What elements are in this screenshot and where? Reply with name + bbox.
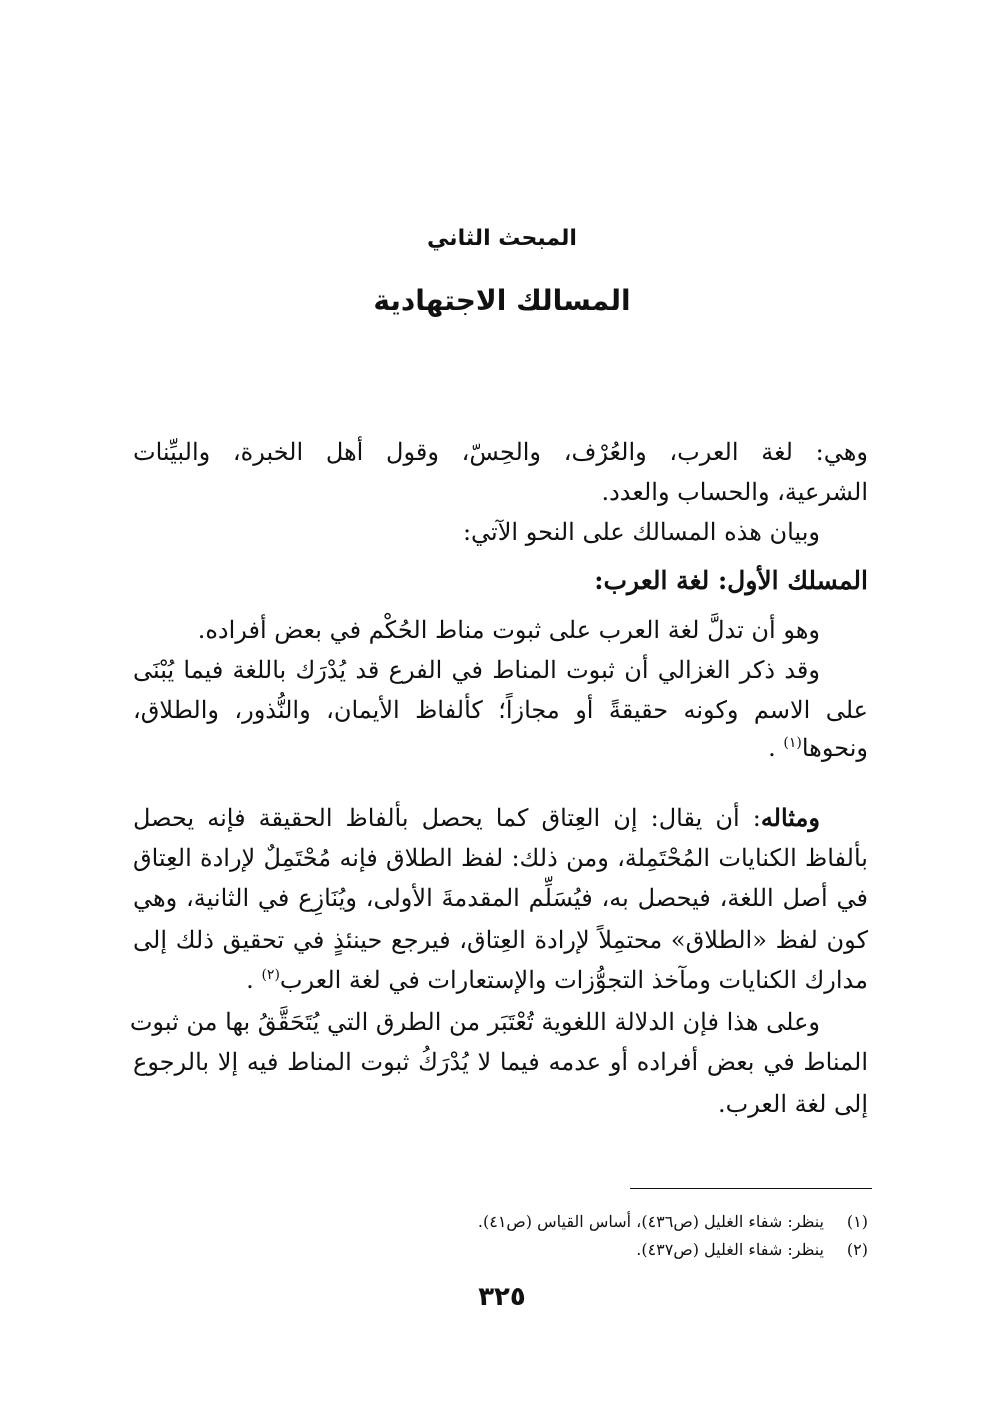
- footnote-number: (١): [846, 1212, 868, 1231]
- paragraph-line: وقد ذكر الغزالي أن ثبوت المناط في الفرع قد يُدْرَك باللغة فيما يُبْنَى: [133, 656, 820, 684]
- footnote-ref[interactable]: (٢): [261, 967, 280, 983]
- example-label: ومثاله: [760, 803, 820, 832]
- paragraph-line: [133, 728, 868, 768]
- line-end: .: [768, 734, 784, 762]
- footnote-number: (٢): [846, 1240, 868, 1259]
- paragraph-line: في أصل اللغة، فيحصل به، فيُسَلِّم المقدمةَ الأولى، ويُنَازِع في الثانية، وهي: [133, 884, 868, 912]
- footnote-text: ينظر: شفاء الغليل (ص٤٣٧).: [636, 1240, 824, 1259]
- paragraph-line: وبيان هذه المسالك على النحو الآتي:: [462, 518, 820, 546]
- paragraph-line: وهو أن تدلَّ لغة العرب على ثبوت مناط الحُكْم في بعض أفراده.: [197, 616, 820, 644]
- paragraph-line: [133, 960, 868, 1000]
- section-label: المبحث الثاني: [427, 226, 577, 251]
- paragraph-line: وهي: لغة العرب، والعُرْف، والحِسّ، وقول أهل الخبرة، والبيِّنات: [133, 438, 868, 466]
- line-text: : أن يقال: إن العِتاق كما يحصل بألفاظ الحقيقة فإنه يحصل: [133, 804, 761, 832]
- page-title: المسالك الاجتهادية: [373, 284, 631, 317]
- footnote-text: ينظر: شفاء الغليل (ص٤٣٦)، أساس القياس (ص٤١).: [477, 1212, 824, 1231]
- line-end: .: [246, 966, 262, 994]
- paragraph-line: المناط في بعض أفراده أو عدمه فيما لا يُدْرَكُ ثبوت المناط فيه إلا بالرجوع: [133, 1048, 868, 1076]
- paragraph-line: إلى لغة العرب.: [717, 1090, 868, 1118]
- page-number: ٣٢٥: [478, 1282, 526, 1312]
- footnote: [300, 1209, 868, 1235]
- paragraph-line: وعلى هذا فإن الدلالة اللغوية تُعْتَبَر من الطرق التي يُتَحَقَّقُ بها من ثبوت: [129, 1008, 820, 1036]
- paragraph-line: بألفاظ الكنايات المُحْتَمِلة، ومن ذلك: لفظ الطلاق فإنه مُحْتَمِلٌ لإرادة العِتاق: [133, 844, 868, 872]
- paragraph-line: كون لفظ «الطلاق» محتمِلاً لإرادة العِتاق، فيرجع حينئذٍ في تحقيق ذلك إلى: [133, 926, 868, 954]
- footnote-divider: [630, 1188, 872, 1189]
- footnote-ref[interactable]: (١): [783, 735, 802, 751]
- footnote: [300, 1237, 868, 1263]
- paragraph-line: على الاسم وكونه حقيقةً أو مجازاً؛ كألفاظ الأيمان، والنُّذور، والطلاق،: [133, 696, 868, 724]
- paragraph-line: [133, 798, 868, 838]
- line-text: مدارك الكنايات ومآخذ التجوُّزات والإستعارات في لغة العرب: [279, 966, 868, 994]
- line-text: ونحوها: [801, 734, 868, 762]
- paragraph-line: الشرعية، والحساب والعدد.: [601, 478, 868, 506]
- subheading: المسلك الأول: لغة العرب:: [594, 566, 868, 595]
